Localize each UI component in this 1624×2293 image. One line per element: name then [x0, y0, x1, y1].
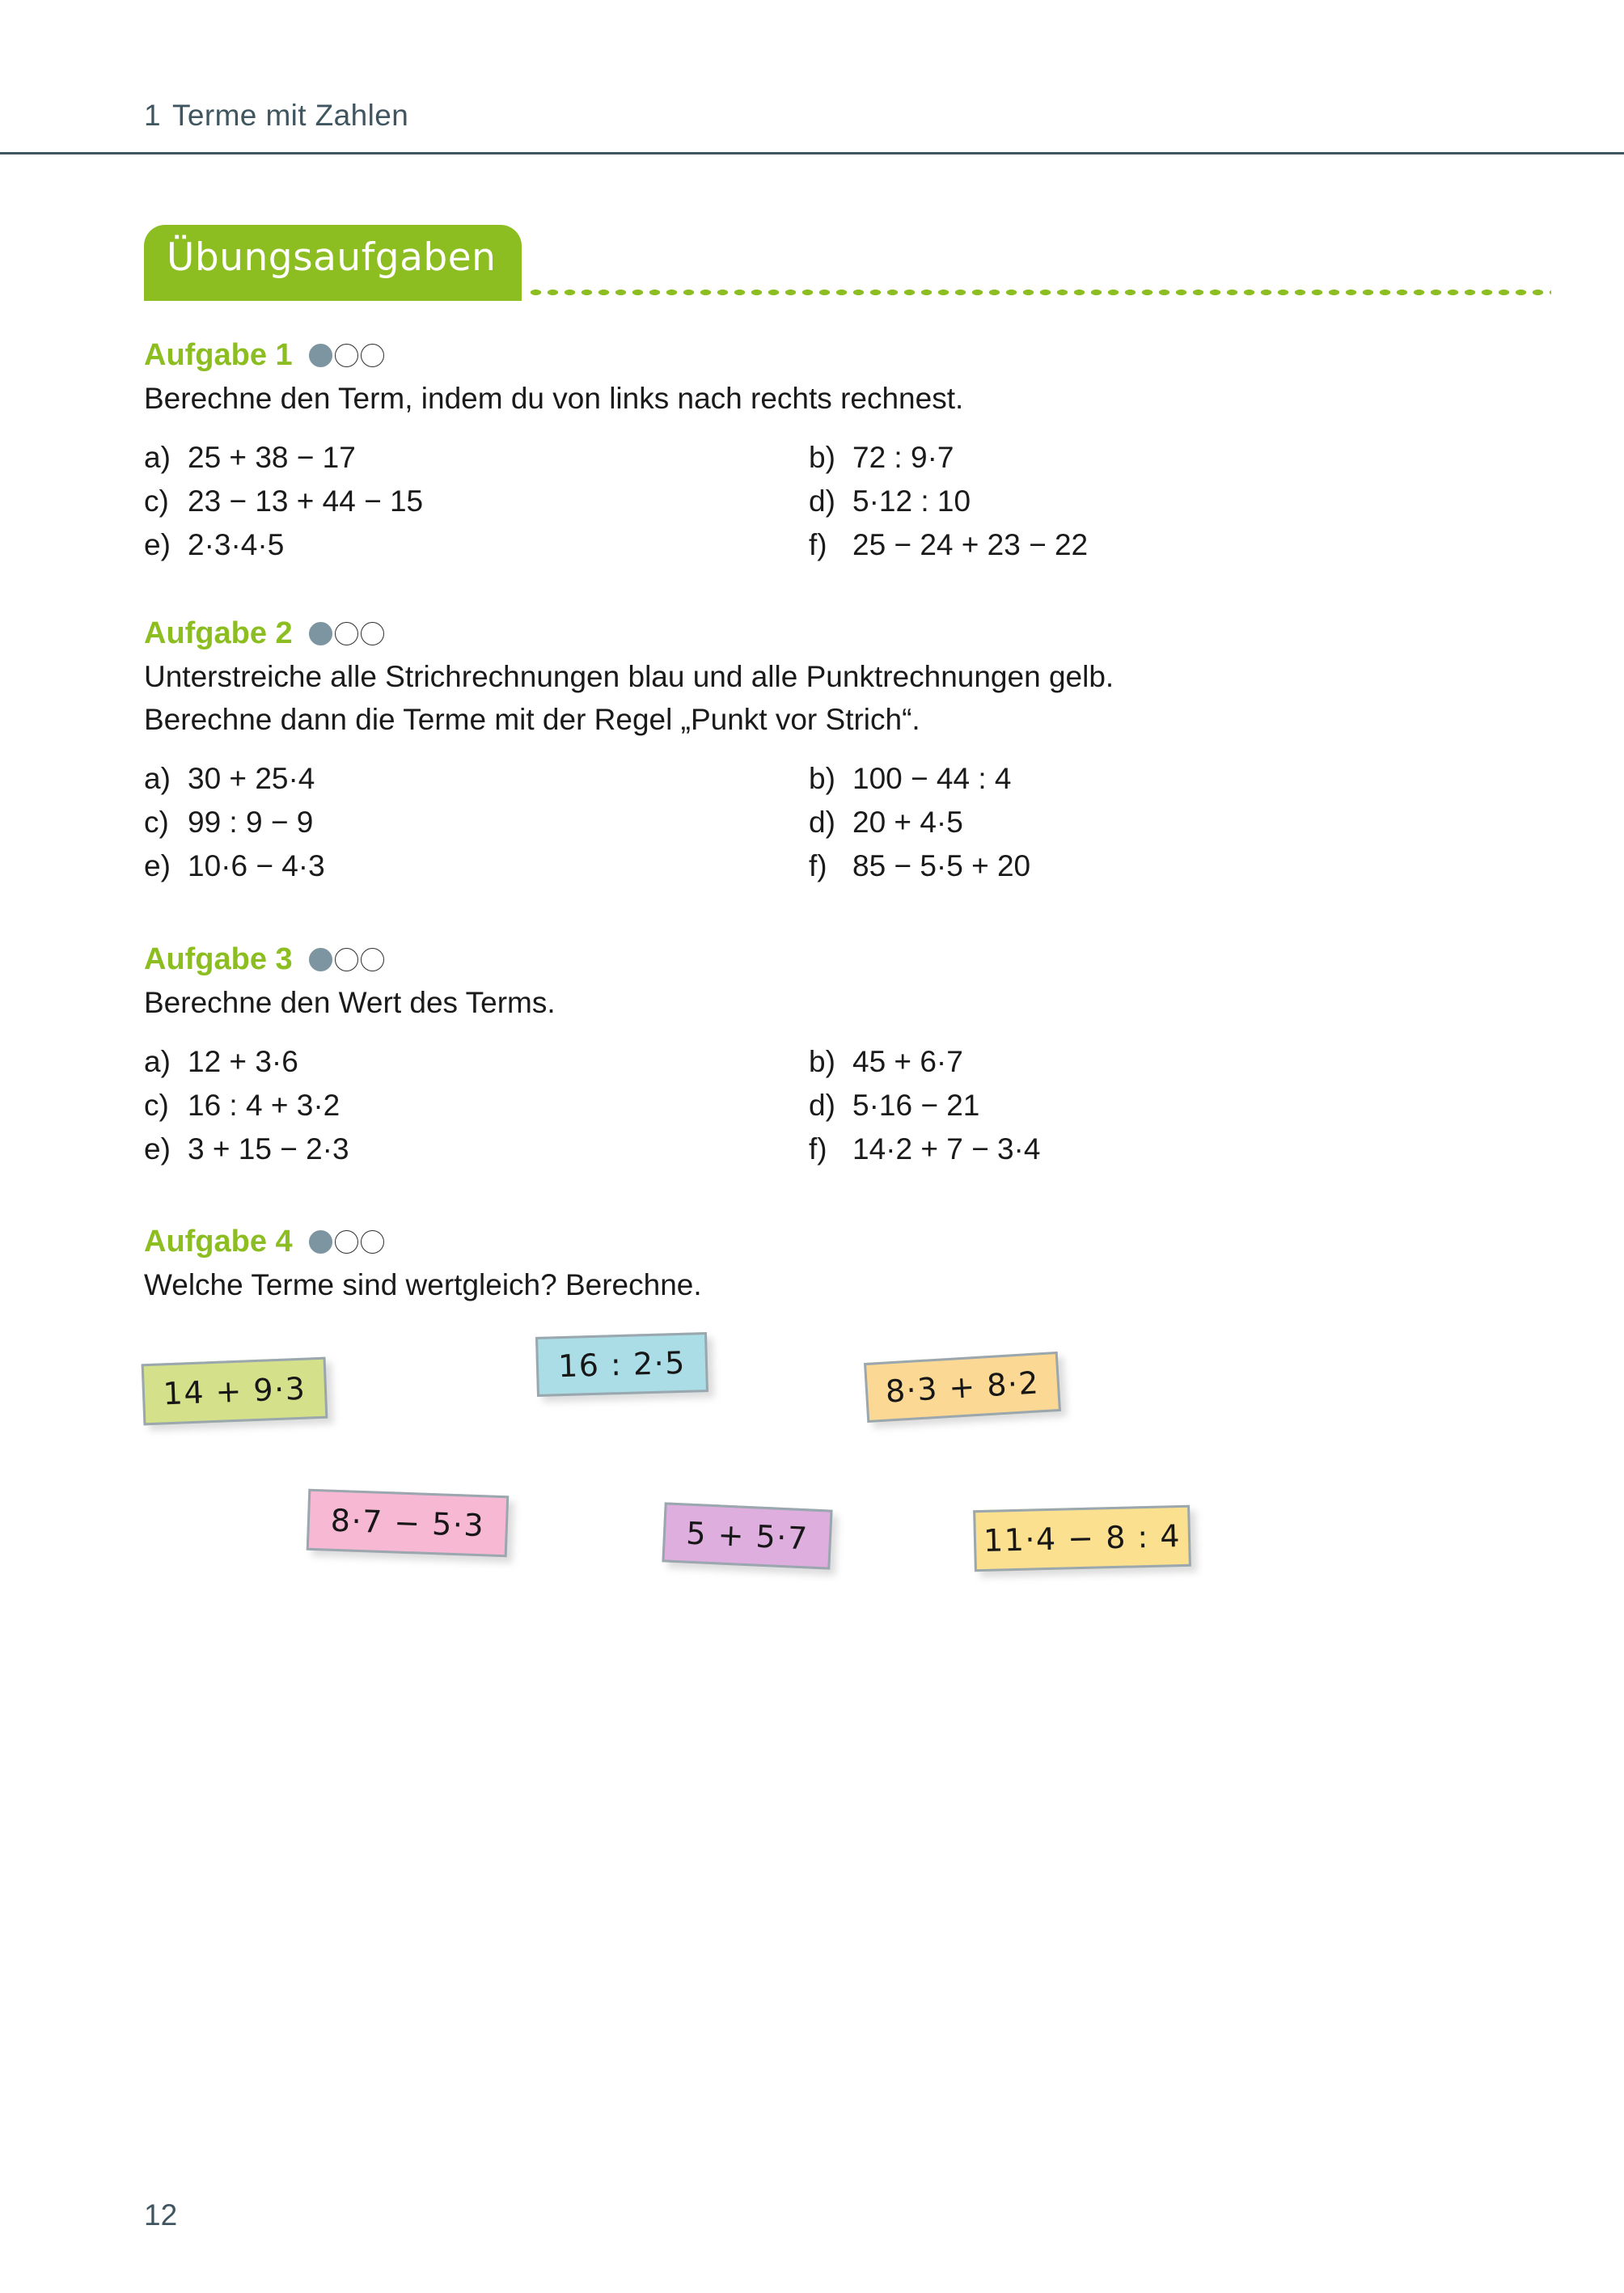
- task-header: [144, 1223, 1551, 1260]
- item-term: 23 − 13 + 44 − 15: [188, 484, 424, 518]
- term-card-text: 5 + 5·7: [685, 1515, 810, 1557]
- task-instruction-line: Berechne den Term, indem du von links nach rechts rechnest.: [144, 382, 964, 415]
- section-badge: [144, 225, 522, 301]
- difficulty-dot-empty: [361, 948, 384, 971]
- chapter-number: 1: [144, 99, 161, 132]
- term-card[interactable]: [307, 1489, 510, 1558]
- difficulty-indicator: [309, 1230, 387, 1254]
- item-term: 14·2 + 7 − 3·4: [852, 1132, 1041, 1166]
- difficulty-dot-filled: [309, 1230, 332, 1254]
- task-header: [144, 336, 1551, 374]
- task-item: [809, 1089, 979, 1123]
- item-term: 3 + 15 − 2·3: [188, 1132, 349, 1166]
- task-item: [144, 806, 313, 840]
- difficulty-dot-empty: [361, 1230, 384, 1254]
- item-term: 2·3·4·5: [188, 528, 285, 561]
- term-card-group: [0, 1335, 1624, 1601]
- task-header: [144, 941, 1551, 978]
- difficulty-indicator: [309, 948, 387, 971]
- task-item: [809, 762, 1011, 796]
- running-head: [144, 99, 408, 133]
- task-item: [144, 849, 325, 883]
- difficulty-dot-filled: [309, 948, 332, 971]
- item-label: b): [809, 441, 835, 474]
- item-label: a): [144, 1045, 171, 1078]
- task-title: Aufgabe 3: [144, 941, 293, 976]
- item-term: 100 − 44 : 4: [852, 762, 1012, 795]
- term-card[interactable]: [142, 1357, 328, 1426]
- item-term: 25 + 38 − 17: [188, 441, 356, 474]
- task-items: [144, 762, 1551, 893]
- difficulty-dot-empty: [361, 622, 384, 645]
- difficulty-dot-filled: [309, 344, 332, 367]
- item-label: e): [144, 528, 171, 561]
- task-item: [144, 762, 315, 796]
- difficulty-dot-empty: [335, 344, 358, 367]
- difficulty-dot-empty: [335, 948, 358, 971]
- term-card[interactable]: [973, 1505, 1191, 1572]
- item-term: 10·6 − 4·3: [188, 849, 325, 882]
- difficulty-indicator: [309, 622, 387, 645]
- term-card-text: 11·4 − 8 : 4: [983, 1518, 1182, 1559]
- task-aufgabe-1: [144, 336, 1551, 572]
- item-label: d): [809, 1089, 835, 1122]
- task-items: [144, 441, 1551, 572]
- dotted-divider: [527, 288, 1551, 297]
- page-number: 12: [144, 2198, 178, 2232]
- item-label: e): [144, 1132, 171, 1166]
- term-card[interactable]: [535, 1332, 708, 1397]
- item-label: b): [809, 1045, 835, 1078]
- task-title: Aufgabe 2: [144, 616, 293, 650]
- task-item: [144, 484, 423, 518]
- item-label: f): [809, 528, 827, 561]
- term-card-text: 14 + 9·3: [162, 1370, 307, 1412]
- item-label: a): [144, 441, 171, 474]
- term-card[interactable]: [662, 1502, 832, 1569]
- difficulty-dot-empty: [361, 344, 384, 367]
- task-item: [809, 528, 1088, 562]
- item-term: 45 + 6·7: [852, 1045, 963, 1078]
- task-item: [809, 806, 963, 840]
- item-term: 5·12 : 10: [852, 484, 971, 518]
- task-item: [144, 528, 284, 562]
- task-aufgabe-4: [144, 1223, 1551, 1306]
- task-instruction-line: Berechne dann die Terme mit der Regel „Punkt vor Strich“.: [144, 703, 920, 736]
- task-item: [144, 441, 356, 475]
- item-label: f): [809, 849, 827, 882]
- item-label: f): [809, 1132, 827, 1166]
- section-badge-label: Übungsaufgaben: [167, 235, 497, 280]
- item-term: 20 + 4·5: [852, 806, 963, 839]
- difficulty-indicator: [309, 344, 387, 367]
- task-item: [809, 441, 954, 475]
- term-card-text: 8·7 − 5·3: [330, 1502, 485, 1544]
- task-item: [809, 1045, 963, 1079]
- item-term: 30 + 25·4: [188, 762, 315, 795]
- task-title: Aufgabe 1: [144, 337, 293, 372]
- difficulty-dot-empty: [335, 622, 358, 645]
- item-term: 72 : 9·7: [852, 441, 954, 474]
- task-aufgabe-2: [144, 615, 1551, 893]
- item-term: 12 + 3·6: [188, 1045, 298, 1078]
- item-label: e): [144, 849, 171, 882]
- task-item: [144, 1089, 340, 1123]
- term-card-text: 8·3 + 8·2: [884, 1364, 1041, 1410]
- difficulty-dot-empty: [335, 1230, 358, 1254]
- item-term: 85 − 5·5 + 20: [852, 849, 1031, 882]
- header-divider: [0, 152, 1624, 154]
- item-label: c): [144, 806, 169, 839]
- task-instruction-line: Unterstreiche alle Strichrechnungen blau und alle Punktrechnungen gelb.: [144, 660, 1114, 693]
- task-item: [144, 1132, 349, 1166]
- chapter-title: Terme mit Zahlen: [171, 99, 409, 132]
- item-label: a): [144, 762, 171, 795]
- task-items: [144, 1045, 1551, 1176]
- term-card[interactable]: [864, 1352, 1061, 1423]
- task-title: Aufgabe 4: [144, 1224, 293, 1259]
- difficulty-dot-filled: [309, 622, 332, 645]
- task-item: [809, 484, 971, 518]
- task-item: [809, 1132, 1040, 1166]
- item-label: c): [144, 484, 169, 518]
- item-label: b): [809, 762, 835, 795]
- item-term: 25 − 24 + 23 − 22: [852, 528, 1089, 561]
- item-label: d): [809, 806, 835, 839]
- item-label: d): [809, 484, 835, 518]
- section-badge-row: [0, 225, 1624, 302]
- task-instruction-line: Berechne den Wert des Terms.: [144, 986, 556, 1019]
- term-card-text: 16 : 2·5: [557, 1344, 687, 1385]
- task-aufgabe-3: [144, 941, 1551, 1176]
- task-instruction-line: Welche Terme sind wertgleich? Berechne.: [144, 1268, 702, 1301]
- item-term: 99 : 9 − 9: [188, 806, 314, 839]
- item-term: 16 : 4 + 3·2: [188, 1089, 340, 1122]
- item-term: 5·16 − 21: [852, 1089, 980, 1122]
- task-item: [809, 849, 1030, 883]
- task-header: [144, 615, 1551, 652]
- item-label: c): [144, 1089, 169, 1122]
- task-item: [144, 1045, 298, 1079]
